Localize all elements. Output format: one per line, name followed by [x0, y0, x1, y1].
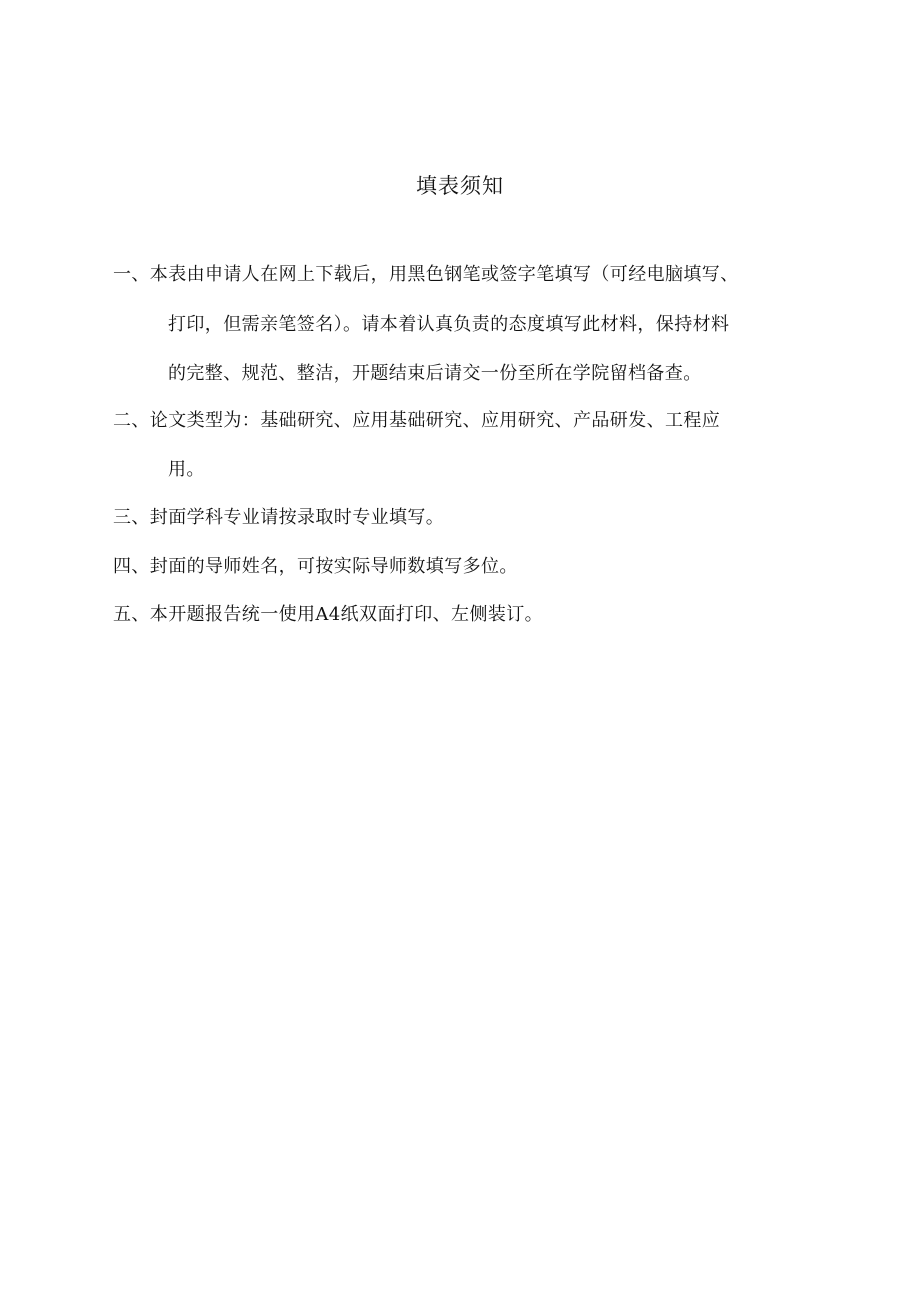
notice-line: 三、封面学科专业请按录取时专业填写。	[113, 507, 445, 528]
notice-line: 二、论文类型为：基础研究、应用基础研究、应用研究、产品研发、工程应	[113, 410, 721, 431]
notice-line: 一、本表由申请人在网上下载后，用黑色钢笔或签字笔填写（可经电脑填写、	[113, 264, 739, 285]
notice-line: 四、封面的导师姓名，可按实际导师数填写多位。	[113, 556, 518, 577]
notice-line: 打印，但需亲笔签名）。请本着认真负责的态度填写此材料，保持材料	[168, 314, 730, 335]
notice-line: 用。	[168, 459, 205, 480]
page-title: 填表须知	[416, 174, 504, 198]
notice-line: 的完整、规范、整洁，开题结束后请交一份至所在学院留档备查。	[168, 363, 702, 384]
notice-line: 五、本开题报告统一使用A4纸双面打印、左侧装订。	[113, 604, 544, 625]
